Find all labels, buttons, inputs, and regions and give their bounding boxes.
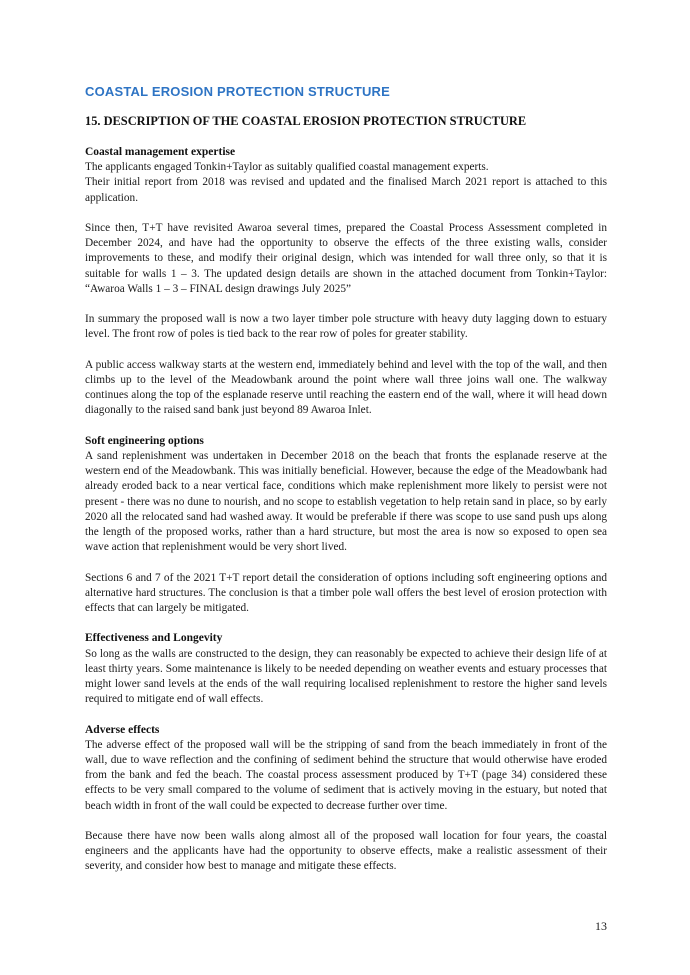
paragraph: Since then, T+T have revisited Awaroa several times, prepared the Coastal Process Assessment completed in December 2024, and have had the opportunity to observe the effects of the three existing walls, consider improvements to these, and modify their original design, which was intended for wall three only, so that it is suitable for walls 1 – 3. The updated design details are shown in the attached document from Tonkin+Taylor: “Awaroa Walls 1 – 3 – FINAL design drawings July 2025” — [85, 222, 607, 295]
heading-effectiveness-and-longevity: Effectiveness and Longevity — [85, 632, 223, 645]
paragraph: A public access walkway starts at the western end, immediately behind and level with the top of the wall, and then climbs up to the level of the Meadowbank around the point where wall three joins wall one. The walkway continues along the top of the esplanade reserve until reaching the eastern end of the wall, where it will head down diagonally to the raised sand bank just beyond 89 Awaroa Inlet. — [85, 358, 607, 417]
page-number: 13 — [595, 919, 607, 933]
paragraph: So long as the walls are constructed to the design, they can reasonably be expected to achieve their design life of at least thirty years. Some maintenance is likely to be needed depending on weather events and estuary processes that might lower sand levels at the ends of the wall requiring localised replenishment to restore the higher sand levels required to mitigate end of wall effects. — [85, 647, 607, 706]
heading-soft-engineering-options: Soft engineering options — [85, 434, 204, 447]
paragraph: In summary the proposed wall is now a two layer timber pole structure with heavy duty lagging down to estuary level. The front row of poles is tied back to the rear row of poles for greater stability. — [85, 313, 607, 341]
heading-coastal-management-expertise: Coastal management expertise — [85, 146, 236, 158]
paragraph: A sand replenishment was undertaken in December 2018 on the beach that fronts the esplanade reserve at the western end of the Meadowbank. This was initially beneficial. However, because the edge of the Meadowbank had already eroded back to a near vertical face, conditions which make replenishment more likely to persist were not present - there was no dune to nourish, and no scope to establish vegetation to help retain sand in place, so by early 2020 all the relocated sand had washed away. It would be preferable if there was scope to use sand push ups along the length of the proposed works, rather than a hard structure, but most the area is now so exposed to open sea wave action that replenishment would be very short lived. — [85, 450, 607, 554]
paragraph: Because there have now been walls along almost all of the proposed wall location for four years, the coastal engineers and the applicants have had the opportunity to observe effects, make a realistic assessment of their severity, and consider how best to manage and mitigate these effects. — [85, 830, 607, 873]
page-banner-title: COASTAL EROSION PROTECTION STRUCTURE — [85, 84, 391, 99]
paragraph: Their initial report from 2018 was revised and updated and the finalised March 2021 report is attached to this application. — [85, 176, 607, 204]
paragraph: The applicants engaged Tonkin+Taylor as suitably qualified coastal management experts. — [85, 161, 489, 174]
document-body — [85, 145, 607, 890]
heading-adverse-effects: Adverse effects — [85, 723, 160, 736]
section-title: 15. DESCRIPTION OF THE COASTAL EROSION PROTECTION STRUCTURE — [85, 114, 527, 128]
paragraph: The adverse effect of the proposed wall will be the stripping of sand from the beach immediately in front of the wall, due to wave reflection and the confining of sediment behind the structure that would otherwise have eroded from the bank and fed the beach. The coastal process assessment produced by T+T (page 34) considered these effects to be very small compared to the volume of sediment that is actively moving in the estuary, but noted that beach width in front of the wall could be expected to decrease further over time. — [85, 738, 607, 812]
paragraph: Sections 6 and 7 of the 2021 T+T report detail the consideration of options including soft engineering options and alternative hard structures. The conclusion is that a timber pole wall offers the best level of erosion protection with effects that can largely be mitigated. — [85, 571, 607, 615]
